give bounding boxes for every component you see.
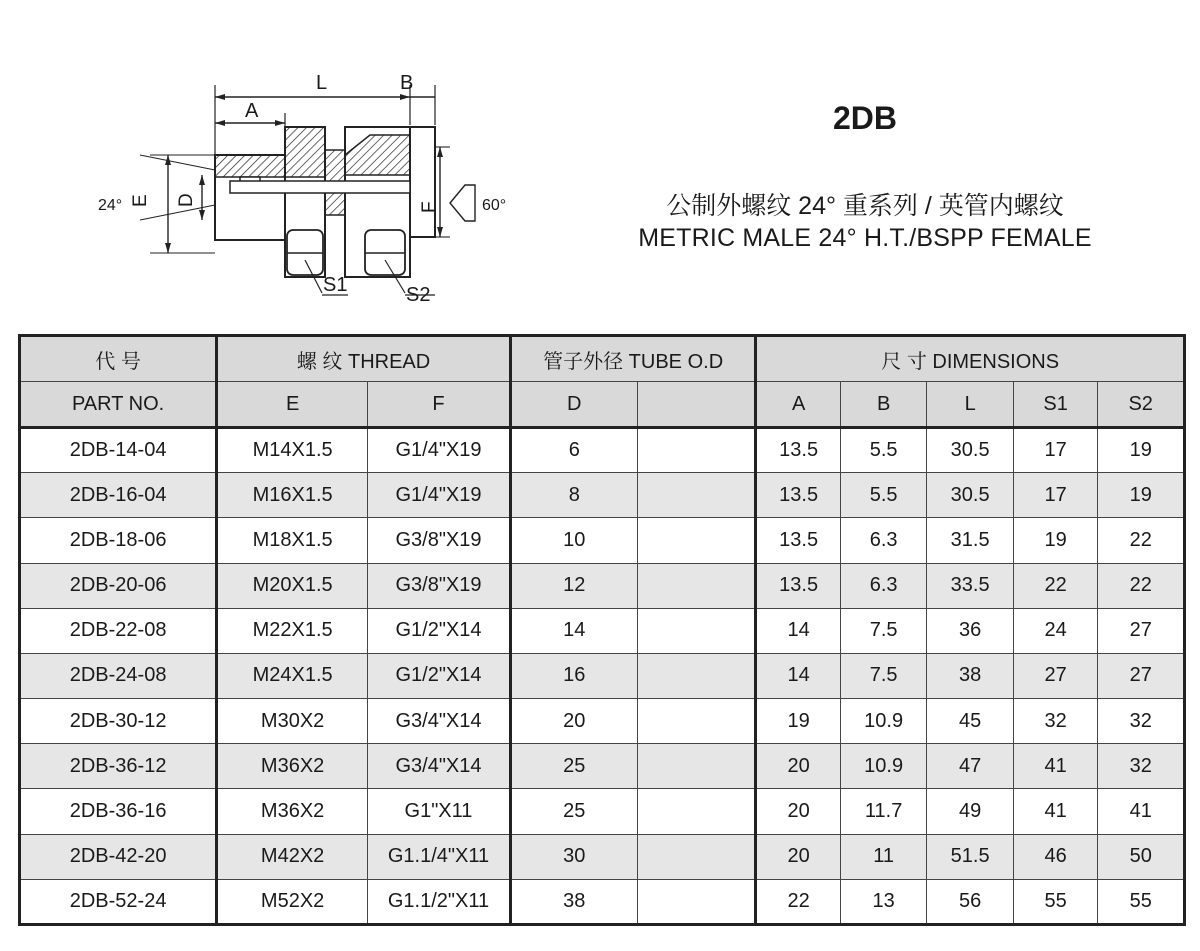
cell-thread-f: G1/4"X19 [368,473,511,518]
table-row [20,428,1185,473]
table-row [20,653,1185,698]
header-blank [637,382,756,428]
cell-part-no: 2DB-18-06 [20,518,217,563]
cell-dim-b: 11 [840,834,927,879]
header-part-no: PART NO. [20,382,217,428]
header-dimensions: 尺 寸 DIMENSIONS [756,336,1185,382]
cell-thread-f: G1.1/4"X11 [368,834,511,879]
header-l: L [927,382,1014,428]
label-d: D [176,193,197,207]
cell-dim-l: 47 [927,744,1014,789]
table-row [20,563,1185,608]
cell-blank [637,428,756,473]
cell-dim-s1: 17 [1013,428,1098,473]
header-tube: 管子外径 TUBE O.D [510,336,755,382]
cell-tube-d: 30 [510,834,637,879]
cell-dim-a: 22 [756,879,841,924]
cell-dim-b: 11.7 [840,789,927,834]
cell-dim-a: 19 [756,699,841,744]
cell-blank [637,653,756,698]
label-s1: S1 [323,274,348,296]
label-l: L [316,72,328,94]
cell-dim-a: 20 [756,834,841,879]
cell-dim-s1: 22 [1013,563,1098,608]
cell-blank [637,789,756,834]
cell-dim-s1: 32 [1013,699,1098,744]
cell-dim-l: 51.5 [927,834,1014,879]
cell-dim-s2: 19 [1098,473,1185,518]
cell-dim-b: 7.5 [840,653,927,698]
cell-thread-e: M30X2 [217,699,368,744]
cell-thread-f: G1.1/2"X11 [368,879,511,924]
cell-thread-e: M42X2 [217,834,368,879]
subtitle-chinese: 公制外螺纹 24° 重系列 / 英管内螺纹 [666,192,1064,220]
cell-dim-l: 33.5 [927,563,1014,608]
cell-tube-d: 14 [510,608,637,653]
cell-thread-e: M36X2 [217,789,368,834]
cell-dim-s1: 41 [1013,744,1098,789]
cell-dim-l: 56 [927,879,1014,924]
cell-dim-s2: 50 [1098,834,1185,879]
cell-dim-a: 20 [756,789,841,834]
cell-tube-d: 25 [510,744,637,789]
cell-dim-b: 7.5 [840,608,927,653]
cell-dim-s1: 41 [1013,789,1098,834]
cell-dim-l: 30.5 [927,428,1014,473]
cell-thread-e: M52X2 [217,879,368,924]
cell-part-no: 2DB-36-16 [20,789,217,834]
cell-thread-f: G1/4"X19 [368,428,511,473]
cell-tube-d: 8 [510,473,637,518]
fitting-diagram [90,55,550,315]
cell-thread-e: M18X1.5 [217,518,368,563]
cell-dim-a: 14 [756,608,841,653]
header-b: B [840,382,927,428]
label-angle-right: 60° [482,197,507,214]
header-a: A [756,382,841,428]
cell-dim-b: 10.9 [840,699,927,744]
header-f: F [368,382,511,428]
cell-dim-a: 20 [756,744,841,789]
header-d: D [510,382,637,428]
cell-tube-d: 10 [510,518,637,563]
table-row [20,608,1185,653]
cell-blank [637,699,756,744]
cell-thread-e: M14X1.5 [217,428,368,473]
cell-dim-s2: 55 [1098,879,1185,924]
cell-thread-e: M24X1.5 [217,653,368,698]
cell-dim-s2: 22 [1098,518,1185,563]
cell-dim-b: 5.5 [840,428,927,473]
cell-thread-e: M36X2 [217,744,368,789]
cell-thread-f: G3/8"X19 [368,563,511,608]
cell-dim-l: 49 [927,789,1014,834]
cell-part-no: 2DB-16-04 [20,473,217,518]
table-row [20,699,1185,744]
cell-blank [637,608,756,653]
cell-dim-b: 13 [840,879,927,924]
label-f: F [419,201,440,213]
cell-dim-s2: 32 [1098,699,1185,744]
cell-tube-d: 12 [510,563,637,608]
cell-tube-d: 6 [510,428,637,473]
cell-thread-f: G3/4"X14 [368,699,511,744]
cell-blank [637,879,756,924]
cell-dim-s1: 27 [1013,653,1098,698]
cell-blank [637,834,756,879]
cell-dim-l: 45 [927,699,1014,744]
cell-dim-s1: 55 [1013,879,1098,924]
cell-blank [637,473,756,518]
cell-thread-f: G1/2"X14 [368,653,511,698]
cell-dim-s1: 46 [1013,834,1098,879]
cell-part-no: 2DB-36-12 [20,744,217,789]
header-s2: S2 [1098,382,1185,428]
table-row [20,518,1185,563]
label-angle-left: 24° [98,197,123,214]
table-row [20,744,1185,789]
cell-dim-a: 13.5 [756,518,841,563]
cell-dim-s2: 32 [1098,744,1185,789]
cell-dim-b: 6.3 [840,563,927,608]
cell-part-no: 2DB-22-08 [20,608,217,653]
cell-part-no: 2DB-24-08 [20,653,217,698]
table-row [20,473,1185,518]
table-row [20,834,1185,879]
cell-part-no: 2DB-14-04 [20,428,217,473]
cell-dim-s1: 17 [1013,473,1098,518]
cell-part-no: 2DB-42-20 [20,834,217,879]
cell-dim-l: 38 [927,653,1014,698]
fitting-drawing [90,55,550,315]
cell-dim-a: 13.5 [756,563,841,608]
cell-thread-f: G3/8"X19 [368,518,511,563]
cell-dim-a: 13.5 [756,473,841,518]
cell-thread-f: G1"X11 [368,789,511,834]
table-row [20,879,1185,924]
cell-thread-e: M20X1.5 [217,563,368,608]
cell-dim-s1: 19 [1013,518,1098,563]
cell-dim-s2: 19 [1098,428,1185,473]
cell-part-no: 2DB-52-24 [20,879,217,924]
label-b: B [400,72,414,94]
cell-dim-l: 30.5 [927,473,1014,518]
cell-dim-s2: 41 [1098,789,1185,834]
spec-table [18,334,1186,926]
header-row-1 [20,336,1185,382]
cell-thread-f: G1/2"X14 [368,608,511,653]
cell-dim-s2: 22 [1098,563,1185,608]
cell-dim-a: 14 [756,653,841,698]
label-s2: S2 [406,284,431,306]
cell-thread-e: M16X1.5 [217,473,368,518]
cell-dim-b: 10.9 [840,744,927,789]
cell-part-no: 2DB-30-12 [20,699,217,744]
cell-blank [637,518,756,563]
subtitle-english: METRIC MALE 24° H.T./BSPP FEMALE [638,224,1092,252]
cell-tube-d: 16 [510,653,637,698]
cell-tube-d: 38 [510,879,637,924]
cell-dim-s2: 27 [1098,653,1185,698]
cell-blank [637,563,756,608]
cell-tube-d: 25 [510,789,637,834]
header-row-2 [20,382,1185,428]
header-thread: 螺 纹 THREAD [217,336,511,382]
cell-dim-l: 36 [927,608,1014,653]
table-row [20,789,1185,834]
cell-dim-b: 5.5 [840,473,927,518]
cell-blank [637,744,756,789]
header-e: E [217,382,368,428]
cell-dim-s2: 27 [1098,608,1185,653]
header-s1: S1 [1013,382,1098,428]
label-e: E [130,194,151,207]
cell-dim-b: 6.3 [840,518,927,563]
cell-dim-l: 31.5 [927,518,1014,563]
cell-thread-e: M22X1.5 [217,608,368,653]
cell-part-no: 2DB-20-06 [20,563,217,608]
header-code: 代 号 [20,336,217,382]
cell-tube-d: 20 [510,699,637,744]
cell-dim-s1: 24 [1013,608,1098,653]
page-title: 2DB [832,100,897,136]
label-a: A [245,100,259,122]
cell-dim-a: 13.5 [756,428,841,473]
spec-table-body [20,428,1185,925]
cell-thread-f: G3/4"X14 [368,744,511,789]
